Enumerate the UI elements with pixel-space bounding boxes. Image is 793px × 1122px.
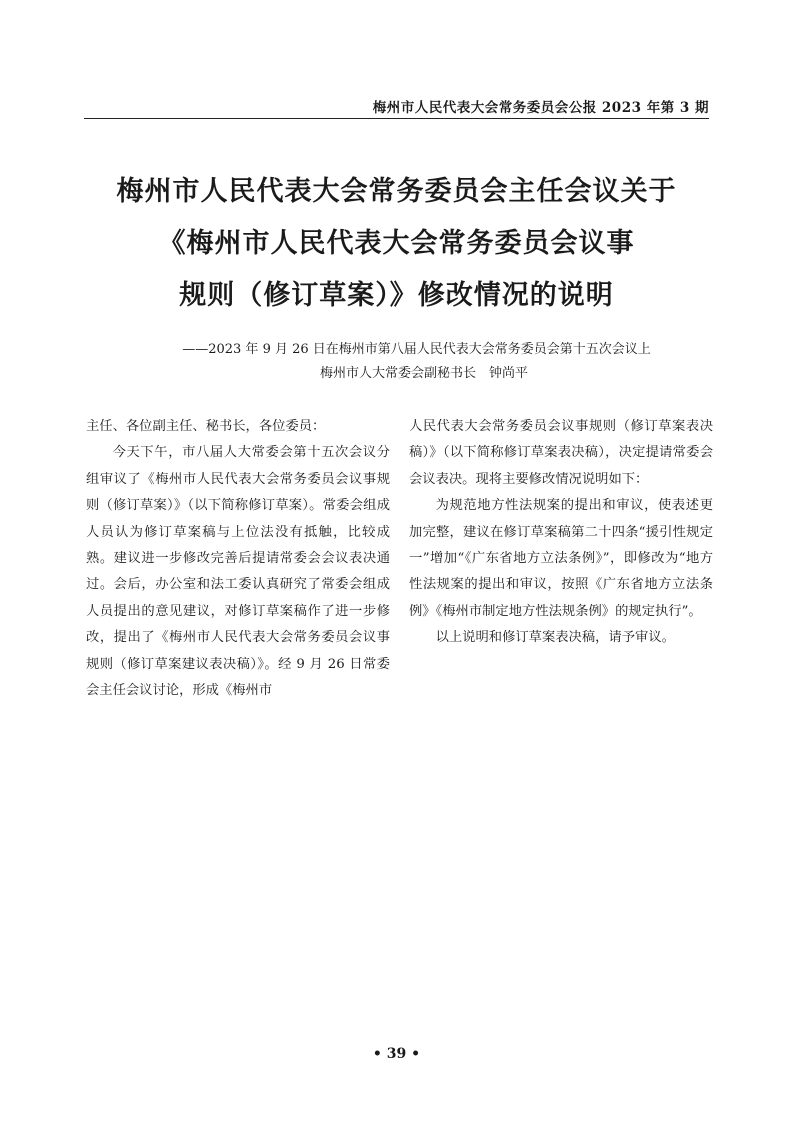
- header-rule: [84, 118, 709, 119]
- paragraph-3: 以上说明和修订草案表决稿，请予审议。: [435, 630, 675, 646]
- paragraph-1-part-2: 人民代表大会常务委员会议事规则（修订草案表决稿）》（以下简称修订草案表决稿），决定提请常委会会议表决。现将主要修改情况说明如下：: [409, 419, 713, 487]
- page-number: • 39 •: [372, 1046, 421, 1062]
- salutation: 主任、各位副主任、秘书长，各位委员：: [86, 419, 326, 434]
- subtitle-block: [60, 338, 733, 386]
- meeting-subtitle: ——2023 年 9 月 26 日在梅州市第八届人民代表大会常务委员会第十五次会议上: [182, 342, 651, 357]
- paragraph-1-part-1: 今天下午，市八届人大常委会第十五次会议分组审议了《梅州市人民代表大会常务委员会议事规则（修订草案）》（以下简称修订草案）。常委会组成人员认为修订草案稿与上位法没有抵触，比较成熟。建议进一步修改完善后提请常委会会议表决通过。会后，办公室和法工委认真研究了常委会组成人员提出的意见建议，对修订草案稿作了进一步修改，提出了《梅州市人民代表大会常务委员会议事规则（修订草案建议表决稿）》。经 9 月 26 日常委会主任会议讨论，形成《梅州市: [86, 445, 390, 699]
- title-line-3: 规则（修订草案）》修改情况的说明: [179, 280, 614, 311]
- body-column-left: [86, 414, 390, 704]
- title-line-2: 《梅州市人民代表大会常务委员会议事: [158, 228, 635, 259]
- running-header: 梅州市人民代表大会常务委员会公报 2023 年第 3 期: [372, 100, 709, 116]
- paragraph-2: 为规范地方性法规案的提出和审议，使表述更加完整，建议在修订草案稿第二十四条“援引性规定一”增加“《广东省地方立法条例》”，即修改为“地方性法规案的提出和审议，按照《广东省地方立法条例》《梅州市制定地方性法规条例》的规定执行”。: [409, 498, 713, 619]
- title-line-1: 梅州市人民代表大会常务委员会主任会议关于: [116, 176, 677, 207]
- document-title: [60, 166, 733, 322]
- body-column-right: [409, 414, 713, 652]
- speaker-line: 梅州市人大常委会副秘书长 钟尚平: [319, 366, 528, 381]
